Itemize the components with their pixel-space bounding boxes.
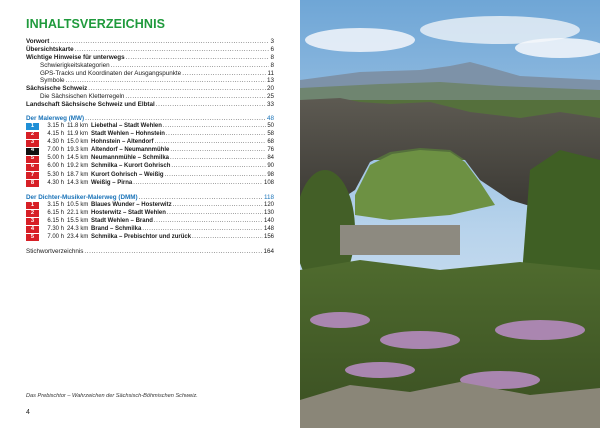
page-title: INHALTSVERZEICHNIS xyxy=(26,17,166,31)
leader-dots xyxy=(163,123,266,131)
tour-distance: 19.3 km xyxy=(67,147,89,154)
page-ref: 6 xyxy=(270,45,274,53)
leader-dots xyxy=(125,93,266,101)
leader-dots xyxy=(167,210,263,218)
toc-entry[interactable] xyxy=(26,54,274,62)
toc-entry[interactable] xyxy=(26,77,274,85)
page-ref: 148 xyxy=(263,225,274,232)
tour-duration: 3.15 h xyxy=(47,123,64,129)
page-ref: 8 xyxy=(270,53,274,61)
tour-name: Kurort Gohrisch – Weißig xyxy=(91,171,164,178)
tour-distance: 23.4 km xyxy=(67,234,89,241)
tour-entry[interactable] xyxy=(26,226,274,234)
page-ref: 20 xyxy=(266,85,274,93)
leader-dots xyxy=(154,218,263,226)
tour-duration: 3.15 h xyxy=(47,201,64,208)
tour-name: Brand – Schmilka xyxy=(91,225,142,232)
leader-dots xyxy=(85,115,266,123)
tour-name: Schmilka – Prebischtor und zurück xyxy=(91,234,192,241)
leader-dots xyxy=(154,139,266,147)
tour-entry[interactable] xyxy=(26,180,274,188)
tour-distance: 14.3 km xyxy=(67,179,89,186)
entry-label: Stichwortverzeichnis xyxy=(26,248,84,256)
tour-number-badge: 3 xyxy=(26,140,39,147)
tour-entry[interactable] xyxy=(26,123,274,131)
tour-distance: 18.7 km xyxy=(67,171,89,178)
toc-entry[interactable] xyxy=(26,101,274,109)
tour-number-badge: 4 xyxy=(26,148,39,155)
tour-name: Liebethal – Stadt Wehlen xyxy=(91,123,162,129)
tour-number-badge: 5 xyxy=(26,234,39,241)
page-ref: 140 xyxy=(263,217,274,224)
tour-distance: 15.5 km xyxy=(67,217,89,224)
tour-entry[interactable] xyxy=(26,139,274,147)
tour-name: Altendorf – Neumannmühle xyxy=(91,147,170,154)
tour-number-badge: 2 xyxy=(26,132,39,139)
entry-label: Landschaft Sächsische Schweiz und Elbtal xyxy=(26,101,155,109)
tour-name: Stadt Wehlen – Hohnstein xyxy=(91,131,165,138)
tour-number-badge: 8 xyxy=(26,180,39,187)
page-ref: 13 xyxy=(266,77,274,85)
tour-distance: 15.0 km xyxy=(67,139,89,146)
tour-distance: 11.9 km xyxy=(67,131,88,138)
page-ref: 130 xyxy=(263,209,274,216)
tour-entry[interactable] xyxy=(26,202,274,210)
leader-dots xyxy=(156,101,266,109)
toc-entry[interactable] xyxy=(26,62,274,70)
tour-number-badge: 7 xyxy=(26,172,39,179)
toc-general-section xyxy=(26,38,274,109)
entry-label: GPS-Tracks und Koordinaten der Ausgangspunkte xyxy=(40,69,182,77)
entry-label: Übersichtskarte xyxy=(26,45,74,53)
tour-number-badge: 2 xyxy=(26,210,39,217)
tour-entry[interactable] xyxy=(26,163,274,171)
section-title: Der Malerweg (MW) xyxy=(26,115,85,123)
malerweg-tour-list xyxy=(26,123,274,188)
page-ref: 48 xyxy=(266,115,274,123)
page-ref: 118 xyxy=(263,193,274,201)
tour-number-badge: 4 xyxy=(26,226,39,233)
entry-label: Sächsische Schweiz xyxy=(26,85,88,93)
leader-dots xyxy=(75,46,270,54)
page-ref: 25 xyxy=(266,93,274,101)
page-ref: 156 xyxy=(263,234,274,241)
tour-duration: 4.30 h xyxy=(47,179,64,186)
section-title: Der Dichter-Musiker-Malerweg (DMM) xyxy=(26,193,138,201)
page-ref: 108 xyxy=(263,179,274,186)
tour-name: Blaues Wunder – Hosterwitz xyxy=(91,201,172,208)
page-ref: 8 xyxy=(270,61,274,69)
tour-distance: 19.2 km xyxy=(67,163,89,170)
page-ref: 68 xyxy=(267,139,274,146)
leader-dots xyxy=(170,147,266,155)
leader-dots xyxy=(66,77,266,85)
tour-entry[interactable] xyxy=(26,234,274,242)
dmm-tour-list xyxy=(26,202,274,242)
leader-dots xyxy=(173,202,263,210)
page-ref: 164 xyxy=(263,248,274,256)
tour-distance: 14.5 km xyxy=(67,155,89,162)
leader-dots xyxy=(88,85,266,93)
table-of-contents xyxy=(26,38,274,256)
page-number: 4 xyxy=(26,409,30,416)
entry-label: Die Sächsischen Kletterregeln xyxy=(40,93,125,101)
page-ref: 98 xyxy=(267,171,274,178)
entry-label: Vorwort xyxy=(26,38,50,45)
toc-section-dmm[interactable] xyxy=(26,194,274,202)
tour-duration: 7.00 h xyxy=(47,234,64,241)
page-ref: 50 xyxy=(267,123,274,129)
toc-entry[interactable] xyxy=(26,70,274,78)
tour-duration: 5.00 h xyxy=(47,155,64,162)
tour-number-badge: 1 xyxy=(26,123,39,130)
tour-name: Hosterwitz – Stadt Wehlen xyxy=(91,209,166,216)
toc-entry[interactable] xyxy=(26,85,274,93)
tour-number-badge: 1 xyxy=(26,202,39,209)
leader-dots xyxy=(126,54,270,62)
leader-dots xyxy=(111,62,270,70)
page-ref: 90 xyxy=(267,163,274,170)
tour-name: Schmilka – Kurort Gohrisch xyxy=(91,163,171,170)
photo-caption: Das Prebischtor – Wahrzeichen der Sächsisch-Böhmischen Schweiz. xyxy=(26,393,198,399)
toc-section-malerweg[interactable] xyxy=(26,115,274,123)
page-ref: 3 xyxy=(270,38,274,45)
page-ref: 120 xyxy=(263,201,274,208)
prebischtor-photo xyxy=(300,0,600,428)
tour-duration: 4.15 h xyxy=(47,131,64,138)
leader-dots xyxy=(165,172,267,180)
leader-dots xyxy=(139,194,263,202)
leader-dots xyxy=(192,234,263,242)
leader-dots xyxy=(182,70,266,78)
leader-dots xyxy=(166,131,266,139)
tour-duration: 4.30 h xyxy=(47,139,64,146)
page-ref: 58 xyxy=(267,131,274,138)
toc-entry[interactable] xyxy=(26,46,274,54)
tour-duration: 6.15 h xyxy=(47,217,64,224)
tour-number-badge: 5 xyxy=(26,156,39,163)
leader-dots xyxy=(142,226,263,234)
tour-entry[interactable] xyxy=(26,210,274,218)
leader-dots xyxy=(133,180,263,188)
tour-distance: 10.5 km xyxy=(67,201,89,208)
leader-dots xyxy=(171,163,266,171)
tour-entry[interactable] xyxy=(26,218,274,226)
leader-dots xyxy=(84,248,262,256)
tour-entry[interactable] xyxy=(26,155,274,163)
entry-label: Wichtige Hinweise für unterwegs xyxy=(26,53,125,61)
leader-dots xyxy=(50,38,269,46)
tour-distance: 22.1 km xyxy=(67,209,89,216)
tour-entry[interactable] xyxy=(26,171,274,179)
toc-entry[interactable] xyxy=(26,93,274,101)
tour-entry[interactable] xyxy=(26,147,274,155)
toc-entry[interactable] xyxy=(26,38,274,46)
entry-label: Schwierigkeitskategorien xyxy=(40,61,110,69)
tour-distance: 24.3 km xyxy=(67,225,89,232)
tour-duration: 6.00 h xyxy=(47,163,64,170)
page-ref: 11 xyxy=(267,69,274,77)
tour-name: Hohnstein – Altendorf xyxy=(91,139,154,146)
photo-page xyxy=(300,0,600,428)
tour-duration: 7.30 h xyxy=(47,225,64,232)
toc-index-entry[interactable] xyxy=(26,248,274,256)
tour-number-badge: 3 xyxy=(26,218,39,225)
tour-entry[interactable] xyxy=(26,131,274,139)
tour-duration: 6.15 h xyxy=(47,209,64,216)
tour-name: Neumannmühle – Schmilka xyxy=(91,155,170,162)
tour-duration: 7.00 h xyxy=(47,147,64,154)
page-ref: 76 xyxy=(267,147,274,154)
page-ref: 84 xyxy=(267,155,274,162)
page-ref: 33 xyxy=(266,101,274,109)
tour-name: Stadt Wehlen – Brand xyxy=(91,217,153,224)
entry-label: Symbole xyxy=(40,77,65,85)
leader-dots xyxy=(170,155,266,163)
tour-name: Weißig – Pirna xyxy=(91,179,133,186)
tour-number-badge: 6 xyxy=(26,164,39,171)
tour-distance: 11.8 km xyxy=(67,123,88,129)
tour-duration: 5.30 h xyxy=(47,171,64,178)
